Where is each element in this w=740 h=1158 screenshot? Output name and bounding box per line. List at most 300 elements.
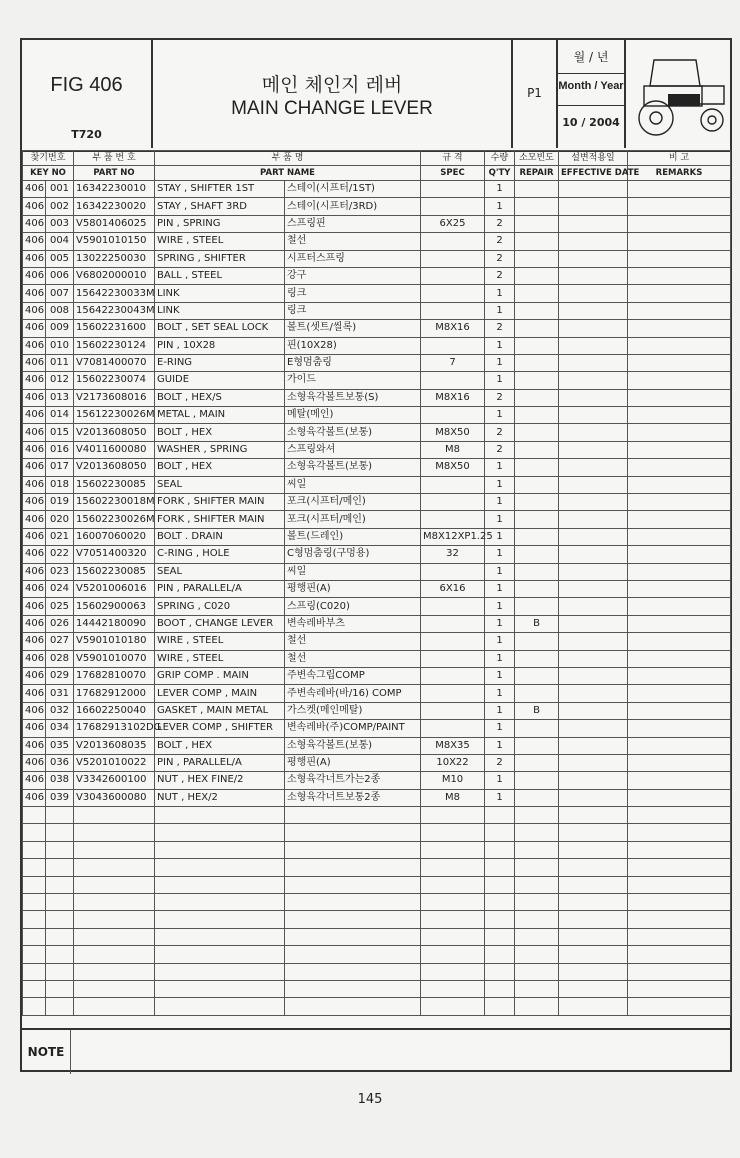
cell-k1: 406 xyxy=(23,354,46,371)
cell-pn: 14442180090 xyxy=(74,615,155,632)
cell-rep: B xyxy=(515,702,559,719)
cell-rep xyxy=(515,772,559,789)
cell-spec xyxy=(421,685,485,702)
cell-qty: 1 xyxy=(485,528,515,545)
cell-spec: M8 xyxy=(421,441,485,458)
cell-en: LINK xyxy=(155,302,285,319)
cell-k1: 406 xyxy=(23,476,46,493)
cell-k2: 026 xyxy=(46,615,74,632)
cell-en: BOLT , HEX xyxy=(155,424,285,441)
col-repair-ko: 소모빈도 xyxy=(515,151,559,166)
cell-en: BOLT , SET SEAL LOCK xyxy=(155,320,285,337)
cell-spec xyxy=(421,511,485,528)
cell-ko: 링크 xyxy=(285,302,421,319)
cell-pn: 15602230085 xyxy=(74,476,155,493)
table-row xyxy=(23,494,731,511)
cell-en: GASKET , MAIN METAL xyxy=(155,702,285,719)
table-row xyxy=(23,720,731,737)
cell-ko: 메탈(메인) xyxy=(285,407,421,424)
cell-ko: 소형육각너트가는2종 xyxy=(285,772,421,789)
cell-k1: 406 xyxy=(23,441,46,458)
cell-k2: 016 xyxy=(46,441,74,458)
cell-qty: 1 xyxy=(485,702,515,719)
table-row xyxy=(23,320,731,337)
cell-k2: 009 xyxy=(46,320,74,337)
cell-k2: 018 xyxy=(46,476,74,493)
cell-pn: V5901010070 xyxy=(74,650,155,667)
cell-k1: 406 xyxy=(23,754,46,771)
cell-qty: 1 xyxy=(485,789,515,806)
date-label-english: Month / Year xyxy=(558,80,624,92)
cell-rep xyxy=(515,685,559,702)
cell-qty: 1 xyxy=(485,302,515,319)
cell-k1: 406 xyxy=(23,389,46,406)
cell-rep xyxy=(515,459,559,476)
table-row xyxy=(23,267,731,284)
cell-k2: 031 xyxy=(46,685,74,702)
cell-rep xyxy=(515,563,559,580)
cell-ko: 소형육각너트보통2종 xyxy=(285,789,421,806)
cell-k1: 406 xyxy=(23,546,46,563)
cell-k1: 406 xyxy=(23,702,46,719)
cell-pn: V3043600080 xyxy=(74,789,155,806)
cell-k2: 014 xyxy=(46,407,74,424)
cell-rep xyxy=(515,424,559,441)
sheet-header xyxy=(22,40,730,152)
cell-spec xyxy=(421,285,485,302)
cell-en: BOLT , HEX xyxy=(155,737,285,754)
page-code: P1 xyxy=(527,86,542,100)
cell-pn: 15642230043M xyxy=(74,302,155,319)
cell-spec xyxy=(421,372,485,389)
cell-qty: 1 xyxy=(485,667,515,684)
col-partname-ko: 부 품 명 xyxy=(155,151,421,166)
cell-en: BOLT . DRAIN xyxy=(155,528,285,545)
cell-k1: 406 xyxy=(23,580,46,597)
cell-k1: 406 xyxy=(23,667,46,684)
table-row xyxy=(23,685,731,702)
model-name: T720 xyxy=(71,128,102,141)
table-row xyxy=(23,389,731,406)
cell-k2: 010 xyxy=(46,337,74,354)
cell-spec xyxy=(421,702,485,719)
cell-k1: 406 xyxy=(23,737,46,754)
date-box xyxy=(558,40,626,148)
table-row xyxy=(23,754,731,771)
cell-k1: 406 xyxy=(23,215,46,232)
cell-k1: 406 xyxy=(23,789,46,806)
table-row xyxy=(23,563,731,580)
cell-spec xyxy=(421,407,485,424)
cell-en: PIN , SPRING xyxy=(155,215,285,232)
cell-qty: 2 xyxy=(485,233,515,250)
cell-k2: 021 xyxy=(46,528,74,545)
cell-ko: 주변속레바(바/16) COMP xyxy=(285,685,421,702)
empty-row xyxy=(23,998,731,1015)
cell-en: LEVER COMP , MAIN xyxy=(155,685,285,702)
note-label: NOTE xyxy=(22,1030,71,1074)
table-row xyxy=(23,441,731,458)
cell-rep xyxy=(515,441,559,458)
cell-k2: 022 xyxy=(46,546,74,563)
cell-pn: 15602230085 xyxy=(74,563,155,580)
cell-k2: 023 xyxy=(46,563,74,580)
cell-rep xyxy=(515,372,559,389)
col-key-ko: 찾기번호 xyxy=(23,151,74,166)
cell-ko: 볼트(드레인) xyxy=(285,528,421,545)
cell-pn: V6802000010 xyxy=(74,267,155,284)
title-english: MAIN CHANGE LEVER xyxy=(231,98,433,119)
cell-pn: 15642230033M xyxy=(74,285,155,302)
col-repair-en: REPAIR xyxy=(515,166,559,181)
cell-spec xyxy=(421,233,485,250)
cell-rep xyxy=(515,389,559,406)
table-row xyxy=(23,633,731,650)
table-row xyxy=(23,528,731,545)
table-row xyxy=(23,285,731,302)
cell-k1: 406 xyxy=(23,633,46,650)
cell-spec xyxy=(421,337,485,354)
cell-ko: 포크(시프터/메인) xyxy=(285,511,421,528)
cell-ko: 소형육각볼트(보통) xyxy=(285,459,421,476)
cell-k2: 034 xyxy=(46,720,74,737)
cell-k1: 406 xyxy=(23,459,46,476)
cell-k2: 012 xyxy=(46,372,74,389)
cell-en: SPRING , C020 xyxy=(155,598,285,615)
cell-qty: 2 xyxy=(485,424,515,441)
cell-k2: 020 xyxy=(46,511,74,528)
cell-k2: 019 xyxy=(46,494,74,511)
cell-k2: 007 xyxy=(46,285,74,302)
cell-qty: 2 xyxy=(485,320,515,337)
empty-row xyxy=(23,824,731,841)
table-row xyxy=(23,511,731,528)
table-row xyxy=(23,772,731,789)
cell-spec xyxy=(421,667,485,684)
cell-k2: 024 xyxy=(46,580,74,597)
table-row xyxy=(23,789,731,806)
col-key-en: KEY NO xyxy=(23,166,74,181)
parts-sheet xyxy=(20,38,732,1072)
cell-qty: 1 xyxy=(485,459,515,476)
cell-k1: 406 xyxy=(23,407,46,424)
cell-ko: 포크(시프터/메인) xyxy=(285,494,421,511)
cell-k1: 406 xyxy=(23,372,46,389)
cell-spec: 7 xyxy=(421,354,485,371)
col-date-ko: 설변적용일 xyxy=(559,151,628,166)
cell-pn: V7081400070 xyxy=(74,354,155,371)
col-qty-ko: 수량 xyxy=(485,151,515,166)
cell-k1: 406 xyxy=(23,685,46,702)
cell-en: BALL , STEEL xyxy=(155,267,285,284)
cell-en: NUT , HEX/2 xyxy=(155,789,285,806)
empty-row xyxy=(23,946,731,963)
cell-k2: 036 xyxy=(46,754,74,771)
cell-k2: 032 xyxy=(46,702,74,719)
cell-k1: 406 xyxy=(23,285,46,302)
col-partname-en: PART NAME xyxy=(155,166,421,181)
cell-pn: V4011600080 xyxy=(74,441,155,458)
cell-rep xyxy=(515,302,559,319)
parts-list xyxy=(23,181,731,1016)
cell-k1: 406 xyxy=(23,233,46,250)
cell-en: SPRING , SHIFTER xyxy=(155,250,285,267)
cell-pn: 17682913102DG xyxy=(74,720,155,737)
cell-pn: 17682912000 xyxy=(74,685,155,702)
cell-rep xyxy=(515,337,559,354)
empty-row xyxy=(23,859,731,876)
cell-en: LEVER COMP , SHIFTER xyxy=(155,720,285,737)
empty-row xyxy=(23,980,731,997)
cell-pn: 15612230026M xyxy=(74,407,155,424)
cell-spec xyxy=(421,476,485,493)
cell-ko: 핀(10X28) xyxy=(285,337,421,354)
cell-pn: V5201006016 xyxy=(74,580,155,597)
cell-k1: 406 xyxy=(23,650,46,667)
cell-en: LINK xyxy=(155,285,285,302)
cell-pn: V7051400320 xyxy=(74,546,155,563)
cell-ko: 소형육각볼트(보통) xyxy=(285,737,421,754)
cell-qty: 2 xyxy=(485,267,515,284)
cell-qty: 1 xyxy=(485,285,515,302)
cell-rep xyxy=(515,267,559,284)
cell-k2: 035 xyxy=(46,737,74,754)
cell-rep xyxy=(515,354,559,371)
cell-k2: 025 xyxy=(46,598,74,615)
cell-qty: 1 xyxy=(485,580,515,597)
cell-qty: 1 xyxy=(485,494,515,511)
cell-qty: 1 xyxy=(485,772,515,789)
cell-ko: 시프터스프링 xyxy=(285,250,421,267)
table-row xyxy=(23,476,731,493)
cell-en: WIRE , STEEL xyxy=(155,233,285,250)
cell-k2: 001 xyxy=(46,181,74,198)
cell-spec: M8X16 xyxy=(421,320,485,337)
cell-rep xyxy=(515,598,559,615)
header-row-korean xyxy=(23,151,731,166)
cell-pn: 15602230026M xyxy=(74,511,155,528)
cell-pn: V5201010022 xyxy=(74,754,155,771)
cell-en: PIN , PARALLEL/A xyxy=(155,754,285,771)
cell-ko: 철선 xyxy=(285,633,421,650)
cell-ko: 평행핀(A) xyxy=(285,580,421,597)
empty-row xyxy=(23,928,731,945)
cell-ko: 씨일 xyxy=(285,476,421,493)
cell-pn: V5901010180 xyxy=(74,633,155,650)
cell-en: WASHER , SPRING xyxy=(155,441,285,458)
table-row xyxy=(23,667,731,684)
cell-ko: 씨일 xyxy=(285,563,421,580)
cell-k2: 027 xyxy=(46,633,74,650)
cell-rep xyxy=(515,320,559,337)
cell-k2: 002 xyxy=(46,198,74,215)
table-row xyxy=(23,580,731,597)
cell-spec xyxy=(421,181,485,198)
cell-qty: 1 xyxy=(485,720,515,737)
cell-ko: 가이드 xyxy=(285,372,421,389)
cell-ko: 소형육각볼트(보통) xyxy=(285,424,421,441)
cell-k2: 008 xyxy=(46,302,74,319)
cell-k2: 017 xyxy=(46,459,74,476)
cell-pn: V5901010150 xyxy=(74,233,155,250)
cell-spec xyxy=(421,720,485,737)
cell-en: C-RING , HOLE xyxy=(155,546,285,563)
cell-ko: 링크 xyxy=(285,285,421,302)
cell-en: GRIP COMP . MAIN xyxy=(155,667,285,684)
table-row xyxy=(23,702,731,719)
cell-ko: 스프링핀 xyxy=(285,215,421,232)
table-row xyxy=(23,198,731,215)
empty-row xyxy=(23,876,731,893)
cell-qty: 1 xyxy=(485,737,515,754)
cell-spec: M8X50 xyxy=(421,424,485,441)
cell-spec: 6X25 xyxy=(421,215,485,232)
cell-spec xyxy=(421,650,485,667)
cell-qty: 1 xyxy=(485,685,515,702)
header-row-english xyxy=(23,166,731,181)
cell-ko: 스프링(C020) xyxy=(285,598,421,615)
empty-row xyxy=(23,894,731,911)
cell-qty: 2 xyxy=(485,215,515,232)
cell-rep xyxy=(515,754,559,771)
cell-spec xyxy=(421,563,485,580)
cell-rep xyxy=(515,737,559,754)
cell-ko: 볼트(셋트/씰록) xyxy=(285,320,421,337)
cell-spec xyxy=(421,267,485,284)
cell-spec: M8X35 xyxy=(421,737,485,754)
cell-pn: 15602230074 xyxy=(74,372,155,389)
empty-row xyxy=(23,841,731,858)
table-row xyxy=(23,424,731,441)
cell-pn: 15602230124 xyxy=(74,337,155,354)
cell-pn: 15602230018M xyxy=(74,494,155,511)
col-spec-ko: 규 격 xyxy=(421,151,485,166)
cell-spec xyxy=(421,598,485,615)
cell-k1: 406 xyxy=(23,511,46,528)
cell-qty: 1 xyxy=(485,181,515,198)
cell-en: PIN , 10X28 xyxy=(155,337,285,354)
empty-row xyxy=(23,911,731,928)
tractor-icon xyxy=(626,40,732,148)
cell-k2: 013 xyxy=(46,389,74,406)
cell-k1: 406 xyxy=(23,720,46,737)
col-spec-en: SPEC xyxy=(421,166,485,181)
cell-en: NUT , HEX FINE/2 xyxy=(155,772,285,789)
cell-spec: 6X16 xyxy=(421,580,485,597)
cell-spec xyxy=(421,302,485,319)
cell-k2: 005 xyxy=(46,250,74,267)
figure-box xyxy=(22,40,153,148)
cell-rep xyxy=(515,198,559,215)
cell-k2: 028 xyxy=(46,650,74,667)
figure-number: FIG 406 xyxy=(50,74,123,96)
cell-rep xyxy=(515,633,559,650)
table-row xyxy=(23,615,731,632)
cell-qty: 1 xyxy=(485,598,515,615)
cell-rep xyxy=(515,285,559,302)
cell-rep xyxy=(515,511,559,528)
cell-en: STAY , SHIFTER 1ST xyxy=(155,181,285,198)
cell-qty: 1 xyxy=(485,650,515,667)
cell-ko: 스테이(시프터/3RD) xyxy=(285,198,421,215)
cell-rep xyxy=(515,181,559,198)
cell-ko: C형멈춤링(구멍용) xyxy=(285,546,421,563)
cell-en: STAY , SHAFT 3RD xyxy=(155,198,285,215)
cell-qty: 2 xyxy=(485,441,515,458)
col-qty-en: Q'TY xyxy=(485,166,515,181)
cell-en: METAL , MAIN xyxy=(155,407,285,424)
cell-spec xyxy=(421,633,485,650)
cell-spec: M8 xyxy=(421,789,485,806)
cell-ko: 주변속그립COMP xyxy=(285,667,421,684)
table-row xyxy=(23,250,731,267)
cell-rep xyxy=(515,233,559,250)
cell-pn: V5801406025 xyxy=(74,215,155,232)
cell-qty: 1 xyxy=(485,354,515,371)
cell-k2: 004 xyxy=(46,233,74,250)
cell-qty: 2 xyxy=(485,754,515,771)
cell-en: BOOT , CHANGE LEVER xyxy=(155,615,285,632)
cell-pn: 17682810070 xyxy=(74,667,155,684)
cell-spec xyxy=(421,615,485,632)
cell-qty: 1 xyxy=(485,337,515,354)
table-row xyxy=(23,650,731,667)
table-row xyxy=(23,737,731,754)
cell-ko: 강구 xyxy=(285,267,421,284)
cell-rep xyxy=(515,546,559,563)
cell-k2: 029 xyxy=(46,667,74,684)
cell-rep: B xyxy=(515,615,559,632)
cell-k2: 011 xyxy=(46,354,74,371)
cell-rep xyxy=(515,250,559,267)
cell-rep xyxy=(515,215,559,232)
cell-pn: 16342230010 xyxy=(74,181,155,198)
cell-en: SEAL xyxy=(155,563,285,580)
cell-pn: V2013608050 xyxy=(74,424,155,441)
cell-pn: V2173608016 xyxy=(74,389,155,406)
cell-k1: 406 xyxy=(23,494,46,511)
cell-rep xyxy=(515,720,559,737)
cell-pn: 16342230020 xyxy=(74,198,155,215)
cell-qty: 1 xyxy=(485,476,515,493)
cell-en: WIRE , STEEL xyxy=(155,650,285,667)
cell-k1: 406 xyxy=(23,598,46,615)
cell-en: PIN , PARALLEL/A xyxy=(155,580,285,597)
col-partno-ko: 부 품 번 호 xyxy=(74,151,155,166)
table-row xyxy=(23,302,731,319)
cell-en: FORK , SHIFTER MAIN xyxy=(155,494,285,511)
cell-ko: 스프링와셔 xyxy=(285,441,421,458)
cell-qty: 1 xyxy=(485,615,515,632)
cell-k1: 406 xyxy=(23,320,46,337)
cell-spec: 10X22 xyxy=(421,754,485,771)
cell-k1: 406 xyxy=(23,615,46,632)
table-row xyxy=(23,546,731,563)
cell-pn: 13022250030 xyxy=(74,250,155,267)
cell-qty: 1 xyxy=(485,407,515,424)
table-row xyxy=(23,337,731,354)
cell-k2: 039 xyxy=(46,789,74,806)
cell-k2: 038 xyxy=(46,772,74,789)
col-date-en: EFFECTIVE DATE xyxy=(559,166,628,181)
cell-en: E-RING xyxy=(155,354,285,371)
cell-ko: 평행핀(A) xyxy=(285,754,421,771)
cell-rep xyxy=(515,650,559,667)
cell-k1: 406 xyxy=(23,528,46,545)
cell-rep xyxy=(515,476,559,493)
empty-row xyxy=(23,807,731,824)
title-korean: 메인 체인지 레버 xyxy=(261,74,403,96)
